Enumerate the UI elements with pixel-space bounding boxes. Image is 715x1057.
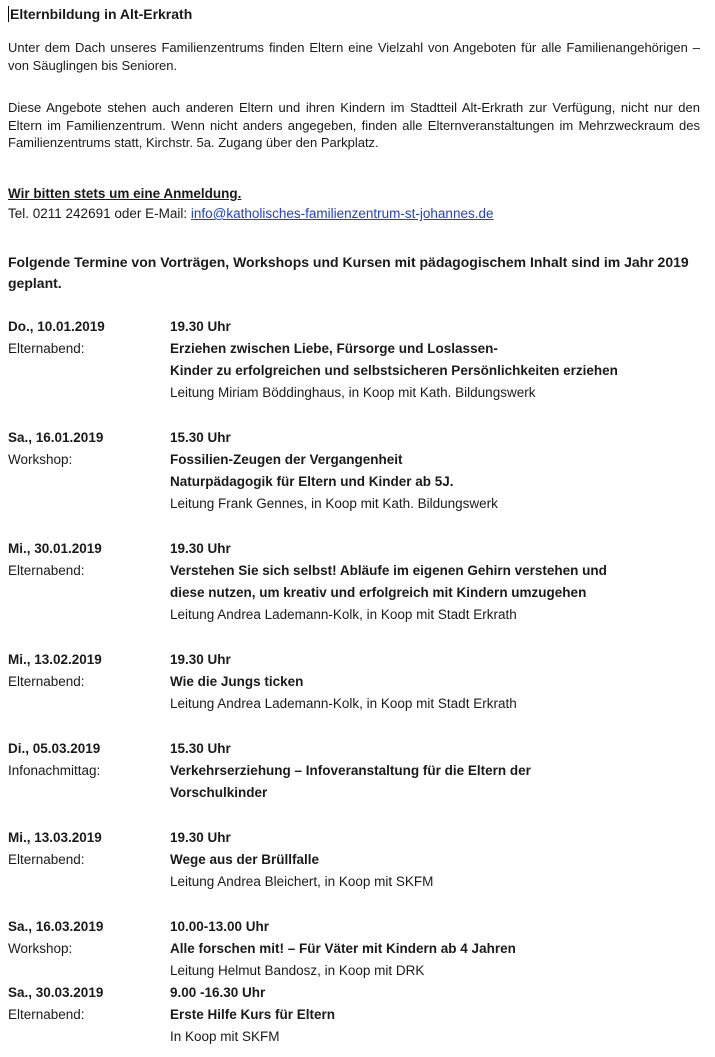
event-leader: Leitung Miriam Böddinghaus, in Koop mit Kath. Bildungswerk xyxy=(170,385,536,400)
event-leader: Leitung Andrea Lademann-Kolk, in Koop mit Stadt Erkrath xyxy=(170,696,517,711)
contact-line xyxy=(8,205,493,223)
event-type: Elternabend: xyxy=(8,341,85,356)
event-time: 19.30 Uhr xyxy=(170,652,231,667)
event-details xyxy=(170,316,710,404)
event-date: Mi., 30.01.2019 xyxy=(8,541,102,556)
event-type: Elternabend: xyxy=(8,674,85,689)
event-title: Erste Hilfe Kurs für Eltern xyxy=(170,1007,336,1022)
event-time: 19.30 Uhr xyxy=(170,319,231,334)
contact-phone-text: Tel. 0211 242691 oder E-Mail: xyxy=(8,206,191,221)
event-time: 15.30 Uhr xyxy=(170,741,231,756)
event-subtitle: Naturpädagogik für Eltern und Kinder ab 5J. xyxy=(170,474,454,489)
event-title: Verstehen Sie sich selbst! Abläufe im eigenen Gehirn verstehen und xyxy=(170,563,607,578)
event-leader: Leitung Helmut Bandosz, in Koop mit DRK xyxy=(170,963,425,978)
intro-paragraph: Unter dem Dach unseres Familienzentrums finden Eltern eine Vielzahl von Angeboten für alle Familienangehörigen – von Säuglingen bis Senioren. xyxy=(8,40,700,73)
event-type: Elternabend: xyxy=(8,1007,85,1022)
event-subtitle: Kinder zu erfolgreichen und selbstsicheren Persönlichkeiten erziehen xyxy=(170,363,618,378)
registration-notice: Wir bitten stets um eine Anmeldung. xyxy=(8,186,242,201)
page-title: Elternbildung in Alt-Erkrath xyxy=(10,6,193,22)
event-date: Sa., 16.01.2019 xyxy=(8,430,104,445)
event-time: 19.30 Uhr xyxy=(170,541,231,556)
event-title: Erziehen zwischen Liebe, Fürsorge und Loslassen- xyxy=(170,341,498,356)
event-time: 9.00 -16.30 Uhr xyxy=(170,985,266,1000)
schedule-intro: Folgende Termine von Vorträgen, Workshops und Kursen mit pädagogischem Inhalt sind im Jahr 2019 geplant. xyxy=(8,254,689,291)
event-date: Do., 10.01.2019 xyxy=(8,319,105,334)
event-leader: Leitung Frank Gennes, in Koop mit Kath. Bildungswerk xyxy=(170,496,498,511)
event-title: Alle forschen mit! – Für Väter mit Kindern ab 4 Jahren xyxy=(170,941,516,956)
event-leader: In Koop mit SKFM xyxy=(170,1029,280,1044)
availability-paragraph: Diese Angebote stehen auch anderen Eltern und ihren Kindern im Stadtteil Alt-Erkrath zur Verfügung, nicht nur den Eltern im Familienzentrum. Wenn nicht anders angegeben, finden alle Elternveranstaltungen im Mehrzweckraum des Familienzentrums statt, Kirchstr. 5a. Zugang über den Parkplatz. xyxy=(8,100,700,150)
event-date: Mi., 13.02.2019 xyxy=(8,652,102,667)
event-type: Workshop: xyxy=(8,452,73,467)
event-leader: Leitung Andrea Bleichert, in Koop mit SKFM xyxy=(170,874,434,889)
event-time: 19.30 Uhr xyxy=(170,830,231,845)
event-date: Sa., 16.03.2019 xyxy=(8,919,104,934)
event-subtitle: diese nutzen, um kreativ und erfolgreich mit Kindern umzugehen xyxy=(170,585,587,600)
event-title: Fossilien-Zeugen der Vergangenheit xyxy=(170,452,403,467)
event-date: Mi., 13.03.2019 xyxy=(8,830,102,845)
event-details xyxy=(170,827,710,893)
event-details xyxy=(170,916,710,982)
event-title: Wie die Jungs ticken xyxy=(170,674,304,689)
event-type: Infonachmittag: xyxy=(8,763,101,778)
event-title: Wege aus der Brüllfalle xyxy=(170,852,320,867)
event-date: Sa., 30.03.2019 xyxy=(8,985,104,1000)
event-type: Workshop: xyxy=(8,941,73,956)
event-details xyxy=(170,427,710,515)
event-leader: Leitung Andrea Lademann-Kolk, in Koop mit Stadt Erkrath xyxy=(170,607,517,622)
event-date: Di., 05.03.2019 xyxy=(8,741,101,756)
event-time: 10.00-13.00 Uhr xyxy=(170,919,270,934)
event-details xyxy=(170,649,710,715)
email-link[interactable]: info@katholisches-familienzentrum-st-johannes.de xyxy=(190,206,494,221)
event-title: Verkehrserziehung – Infoveranstaltung für die Eltern der Vorschulkinder xyxy=(170,763,531,800)
event-time: 15.30 Uhr xyxy=(170,430,231,445)
event-details xyxy=(170,982,710,1048)
event-details xyxy=(170,538,710,626)
event-details xyxy=(170,738,710,804)
event-type: Elternabend: xyxy=(8,563,85,578)
event-type: Elternabend: xyxy=(8,852,85,867)
